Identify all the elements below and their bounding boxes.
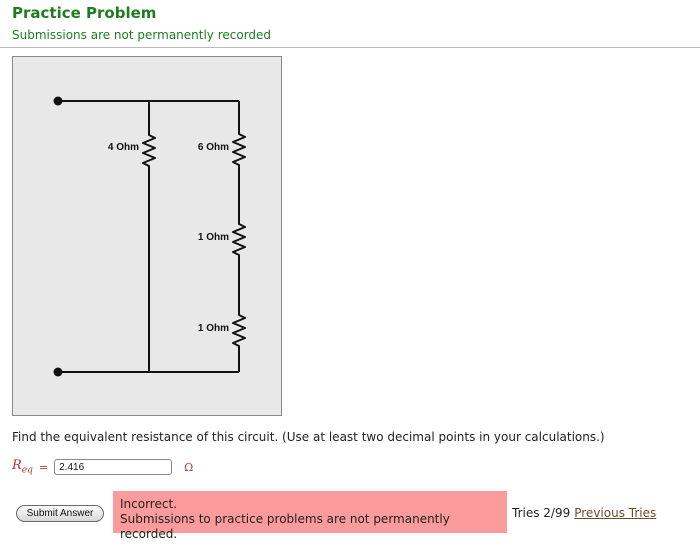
- page-subtitle: Submissions are not permanently recorded: [12, 28, 272, 42]
- unit-ohm: Ω: [184, 460, 194, 474]
- terminal-top: [54, 97, 63, 106]
- terminal-bottom: [54, 368, 63, 377]
- tries-count: Tries 2/99: [512, 506, 571, 520]
- question-text: Find the equivalent resistance of this circuit. (Use at least two decimal points in your calculations.): [12, 430, 605, 444]
- previous-tries-link[interactable]: Previous Tries: [574, 506, 657, 520]
- equals-sign: =: [38, 460, 49, 474]
- req-label: $R_{eq}$: [12, 458, 33, 476]
- feedback-status: Incorrect.: [120, 497, 177, 511]
- feedback-message: Submissions to practice problems are not permanently recorded.: [120, 512, 450, 541]
- branch-series: [233, 101, 245, 372]
- answer-input[interactable]: [54, 459, 172, 475]
- circuit-diagram: [13, 57, 283, 417]
- resistor-label-1ohm-b: 1 Ohm: [197, 323, 229, 334]
- answer-row: [12, 457, 193, 477]
- circuit-figure: [12, 56, 282, 416]
- submit-answer-button[interactable]: Submit Answer: [16, 505, 104, 522]
- branch-4ohm: [143, 101, 155, 372]
- page-title: Practice Problem: [12, 4, 157, 22]
- resistor-label-6ohm: 6 Ohm: [197, 142, 229, 153]
- feedback-box: [113, 491, 507, 541]
- resistor-label-4ohm: 4 Ohm: [107, 142, 139, 153]
- tries-info: [512, 506, 656, 520]
- resistor-label-1ohm-a: 1 Ohm: [197, 232, 229, 243]
- header-divider: [0, 47, 700, 48]
